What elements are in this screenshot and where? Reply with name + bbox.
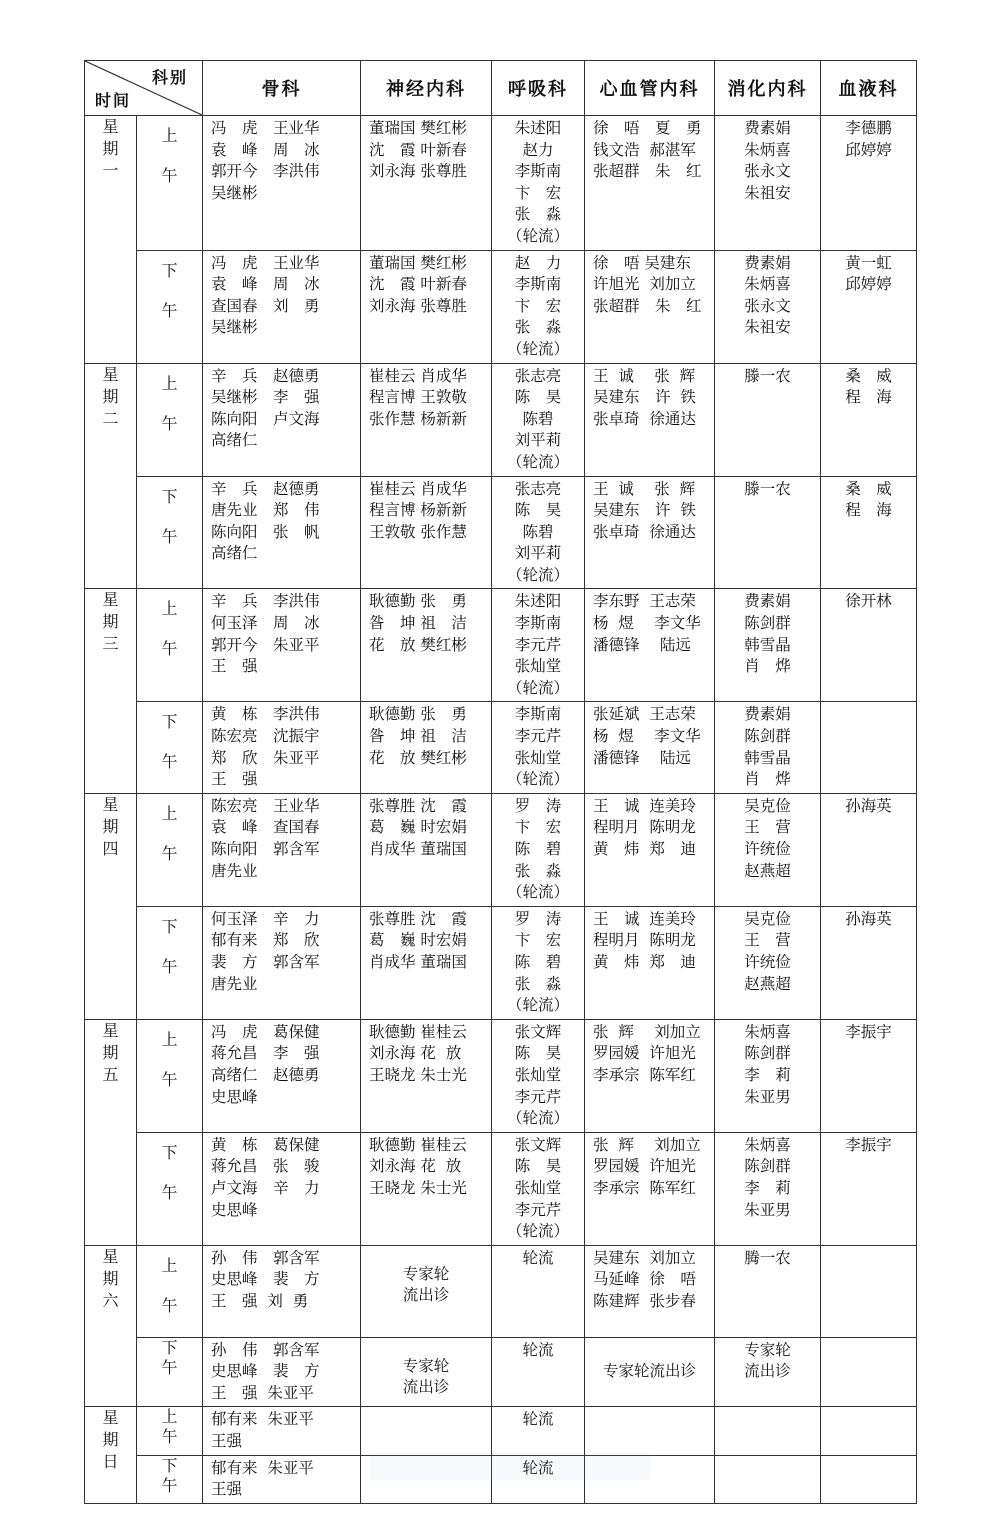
doctor-names: 郁有来 朱亚平 王强 (211, 1410, 314, 1451)
day-label: 星期六 (102, 1246, 119, 1310)
doctor-names (715, 1407, 820, 1411)
doctor-names: 崔桂云 肖成华 程言博 杨新新 王敦敬 张作慧 (369, 479, 467, 541)
doctor-cell-gastro (715, 906, 821, 1019)
doctor-cell-respiratory (492, 116, 585, 251)
doctor-cell-neurology (361, 1245, 492, 1337)
doctor-cell-hematology (821, 906, 917, 1019)
day-label: 星期日 (102, 1408, 119, 1472)
doctor-cell-orthopedics (203, 116, 361, 251)
doctor-names: 耿德勤 崔桂云 刘永海 花 放 王晓龙 朱士光 (369, 1135, 467, 1197)
doctor-names: 张文辉 陈 昊 张灿堂 李元芹 （轮流） (506, 1135, 569, 1241)
doctor-names: 朱述阳 李斯南 李元芹 张灿堂 （轮流） (506, 592, 569, 697)
schedule-table (84, 60, 917, 1504)
schedule-row (85, 116, 917, 251)
session-label-cell (137, 363, 203, 476)
doctor-cell-hematology (821, 702, 917, 793)
session-label-cell (137, 702, 203, 793)
doctor-cell-cardiology (585, 250, 715, 363)
doctor-cell-gastro (715, 476, 821, 589)
schedule-row (85, 476, 917, 589)
doctor-cell-orthopedics (203, 1407, 361, 1455)
doctor-cell-orthopedics (203, 589, 361, 702)
session-label: 上午 (161, 373, 178, 433)
doctor-names: 罗 涛 卞 宏 陈 碧 张 淼 （轮流） (506, 909, 569, 1015)
session-label: 上午 (161, 803, 178, 863)
session-label: 下午 (161, 712, 178, 772)
day-label-cell (85, 1019, 137, 1245)
doctor-names: 李振宇 (845, 1135, 892, 1154)
day-label-cell (85, 363, 137, 589)
doctor-cell-gastro (715, 250, 821, 363)
doctor-cell-hematology (821, 250, 917, 363)
doctor-names: 陈宏亮 王业华 袁 峰 查国春 陈向阳 郭含军 唐先业 (211, 796, 320, 880)
doctor-cell-gastro (715, 1455, 821, 1503)
doctor-names: 王 诚 连美玲 程明月 陈明龙 黄 炜 郑 迪 (593, 796, 696, 858)
doctor-names: 专家轮 流出诊 (402, 1356, 450, 1397)
doctor-cell-cardiology (585, 1245, 715, 1337)
doctor-names (821, 1456, 916, 1460)
doctor-names: 冯 虎 王业华 袁 峰 周 冰 郭开今 李洪伟 吴继彬 (211, 119, 320, 202)
doctor-cell-orthopedics (203, 476, 361, 589)
doctor-cell-neurology (361, 702, 492, 793)
doctor-cell-neurology (361, 476, 492, 589)
dept-header-respiratory: 呼吸科 (492, 61, 585, 116)
doctor-names: 孙海英 (845, 796, 892, 815)
doctor-names: 李振宇 (845, 1022, 892, 1041)
doctor-names: 滕一农 (744, 479, 791, 498)
doctor-names: 费素娟 陈剑群 韩雪晶 肖 烨 (744, 592, 791, 676)
session-label: 上午 (161, 1029, 178, 1089)
doctor-cell-cardiology (585, 476, 715, 589)
doctor-cell-neurology (361, 116, 492, 251)
session-label-cell (137, 906, 203, 1019)
session-label: 下午 (161, 486, 178, 546)
day-label-cell (85, 1407, 137, 1503)
session-label-cell (137, 793, 203, 906)
doctor-cell-gastro (715, 1407, 821, 1455)
session-label: 上午 (161, 1407, 178, 1447)
doctor-names: 董瑞国 樊红彬 沈 霞 叶新春 刘永海 张尊胜 (369, 253, 467, 315)
schedule-row (85, 1132, 917, 1245)
doctor-cell-respiratory (492, 793, 585, 906)
dept-header-neurology: 神经内科 (361, 61, 492, 116)
doctor-cell-gastro (715, 793, 821, 906)
doctor-cell-cardiology (585, 589, 715, 702)
schedule-row (85, 363, 917, 476)
schedule-row (85, 1019, 917, 1132)
doctor-names: 耿德勤 崔桂云 刘永海 花 放 王晓龙 朱士光 (369, 1022, 467, 1084)
day-label-cell (85, 793, 137, 1019)
doctor-cell-cardiology (585, 793, 715, 906)
session-label-cell (137, 1337, 203, 1407)
dept-header-gastro: 消化内科 (715, 61, 821, 116)
doctor-cell-cardiology (585, 1132, 715, 1245)
day-label: 星期四 (102, 794, 119, 858)
doctor-names: 张尊胜 沈 霞 葛 巍 时宏娟 肖成华 董瑞国 (369, 796, 467, 858)
doctor-cell-respiratory (492, 363, 585, 476)
header-row (85, 61, 917, 116)
doctor-names: 李东野 王志荣 杨 煜 李文华 潘德锋 陆远 (593, 592, 701, 654)
doctor-names: 辛 兵 赵德勇 唐先业 郑 伟 陈向阳 张 帆 高绪仁 (211, 479, 320, 563)
day-label: 星期一 (102, 117, 119, 180)
session-label-cell (137, 589, 203, 702)
session-label-cell (137, 1455, 203, 1503)
doctor-cell-respiratory (492, 250, 585, 363)
doctor-cell-orthopedics (203, 793, 361, 906)
corner-time-label: 时间 (95, 91, 132, 110)
doctor-names: 辛 兵 赵德勇 吴继彬 李 强 陈向阳 卢文海 高绪仁 (211, 366, 320, 450)
session-label: 上午 (161, 1255, 178, 1315)
doctor-cell-neurology (361, 906, 492, 1019)
doctor-names: 黄一虹 邱婷婷 (845, 253, 892, 294)
schedule-row (85, 702, 917, 793)
doctor-cell-neurology (361, 1132, 492, 1245)
doctor-cell-orthopedics (203, 1455, 361, 1503)
doctor-names: 王 诚 张 辉 吴建东 许 铁 张卓琦 徐通达 (593, 366, 696, 428)
doctor-cell-hematology (821, 1132, 917, 1245)
doctor-cell-neurology (361, 589, 492, 702)
doctor-names: 朱炳喜 陈剑群 李 莉 朱亚男 (744, 1022, 791, 1106)
doctor-names (361, 1407, 491, 1411)
doctor-cell-orthopedics (203, 906, 361, 1019)
doctor-names: 张 辉 刘加立 罗园媛 许旭光 李承宗 陈军红 (593, 1135, 701, 1197)
doctor-names: 张志亮 陈 昊 陈碧 刘平莉 （轮流） (506, 366, 569, 471)
doctor-names: 专家轮 流出诊 (402, 1264, 450, 1305)
doctor-names: 桑 威 程 海 (845, 366, 892, 407)
doctor-cell-cardiology (585, 702, 715, 793)
doctor-names: 李德鹏 邱婷婷 (845, 119, 892, 159)
doctor-cell-respiratory (492, 1132, 585, 1245)
doctor-cell-hematology (821, 363, 917, 476)
doctor-cell-cardiology (585, 1337, 715, 1407)
doctor-names: 吴建东 刘加立 马延峰 徐 唔 陈建辉 张步春 (593, 1248, 696, 1310)
schedule-row (85, 1245, 917, 1337)
doctor-cell-neurology (361, 1337, 492, 1407)
doctor-cell-hematology (821, 1455, 917, 1503)
doctor-names: 崔桂云 肖成华 程言博 王敦敬 张作慧 杨新新 (369, 366, 467, 428)
doctor-cell-hematology (821, 793, 917, 906)
doctor-names: 滕一农 (744, 366, 791, 385)
doctor-names: 费素娟 陈剑群 韩雪晶 肖 烨 (744, 705, 791, 789)
doctor-cell-orthopedics (203, 1132, 361, 1245)
session-label: 下午 (161, 260, 178, 320)
doctor-names: 桑 威 程 海 (845, 479, 892, 520)
doctor-names: 罗 涛 卞 宏 陈 碧 张 淼 （轮流） (506, 796, 569, 902)
doctor-names (715, 1456, 820, 1460)
doctor-names (821, 702, 916, 706)
doctor-names: 徐开林 (845, 592, 892, 611)
doctor-cell-gastro (715, 363, 821, 476)
doctor-names: 耿德勤 张 勇 昝 坤 祖 洁 花 放 樊红彬 (369, 592, 467, 654)
doctor-names: 孙 伟 郭含军 史思峰 裴 方 王 强 刘 勇 (211, 1248, 320, 1310)
doctor-names: 张延斌 王志荣 杨 煜 李文华 潘德锋 陆远 (593, 705, 701, 767)
schedule-row (85, 1407, 917, 1455)
doctor-cell-respiratory (492, 1337, 585, 1407)
doctor-cell-neurology (361, 1019, 492, 1132)
doctor-cell-cardiology (585, 363, 715, 476)
doctor-names: 张 辉 刘加立 罗园媛 许旭光 李承宗 陈军红 (593, 1022, 701, 1084)
corner-header (85, 61, 203, 116)
schedule-row (85, 589, 917, 702)
doctor-names: 朱述阳 赵力 李斯南 卞 宏 张 淼 （轮流） (506, 119, 569, 245)
doctor-names: 腾一农 (744, 1248, 791, 1267)
doctor-names: 朱炳喜 陈剑群 李 莉 朱亚男 (744, 1135, 791, 1219)
doctor-cell-orthopedics (203, 1337, 361, 1407)
watermark (370, 1452, 650, 1480)
session-label-cell (137, 250, 203, 363)
doctor-names: 轮流 (522, 1410, 554, 1429)
doctor-names: 徐 唔 吴建东 许旭光 刘加立 张超群 朱 红 (593, 253, 702, 315)
doctor-names: 孙 伟 郭含军 史思峰 裴 方 王 强 朱亚平 (211, 1340, 320, 1402)
doctor-names: 专家轮流出诊 (602, 1362, 696, 1381)
doctor-names: 张文辉 陈 昊 张灿堂 李元芹 （轮流） (506, 1022, 569, 1128)
session-label-cell (137, 1132, 203, 1245)
doctor-names: 费素娟 朱炳喜 张永文 朱祖安 (744, 119, 791, 202)
day-label-cell (85, 1245, 137, 1407)
doctor-names: 董瑞国 樊红彬 沈 霞 叶新春 刘永海 张尊胜 (369, 119, 467, 181)
dept-header-cardiology: 心血管内科 (585, 61, 715, 116)
doctor-names: 轮流 (522, 1248, 554, 1267)
doctor-cell-respiratory (492, 702, 585, 793)
doctor-names: 郁有来 朱亚平 王强 (211, 1458, 314, 1499)
doctor-names: 吴克俭 王 营 许统俭 赵燕超 (744, 796, 791, 880)
doctor-names: 费素娟 朱炳喜 张永文 朱祖安 (744, 253, 791, 337)
doctor-cell-hematology (821, 589, 917, 702)
doctor-names: 张志亮 陈 昊 陈碧 刘平莉 （轮流） (506, 479, 569, 584)
doctor-cell-respiratory (492, 589, 585, 702)
doctor-cell-gastro (715, 1245, 821, 1337)
dept-header-hematology: 血液科 (821, 61, 917, 116)
doctor-names (821, 1246, 916, 1250)
session-label-cell (137, 116, 203, 251)
day-label-cell (85, 589, 137, 793)
session-label-cell (137, 1407, 203, 1455)
session-label: 上午 (161, 599, 178, 659)
doctor-cell-neurology (361, 250, 492, 363)
doctor-cell-orthopedics (203, 1019, 361, 1132)
doctor-names: 耿德勤 张 勇 昝 坤 祖 洁 花 放 樊红彬 (369, 705, 467, 767)
session-label-cell (137, 1245, 203, 1337)
doctor-cell-gastro (715, 116, 821, 251)
doctor-cell-cardiology (585, 1019, 715, 1132)
doctor-names: 李斯南 李元芹 张灿堂 （轮流） (506, 705, 569, 789)
doctor-cell-hematology (821, 1337, 917, 1407)
session-label: 下午 (161, 916, 178, 976)
schedule-row (85, 793, 917, 906)
doctor-names: 辛 兵 李洪伟 何玉泽 周 冰 郭开今 朱亚平 王 强 (211, 592, 320, 676)
schedule-row (85, 250, 917, 363)
doctor-names: 何玉泽 辛 力 郁有来 郑 欣 裴 方 郭含军 唐先业 (211, 909, 320, 993)
doctor-cell-cardiology (585, 116, 715, 251)
day-label-cell (85, 116, 137, 364)
day-label: 星期五 (102, 1020, 119, 1084)
doctor-cell-neurology (361, 1407, 492, 1455)
doctor-cell-gastro (715, 1132, 821, 1245)
doctor-cell-orthopedics (203, 363, 361, 476)
doctor-names: 王 诚 张 辉 吴建东 许 铁 张卓琦 徐通达 (593, 479, 696, 541)
doctor-cell-orthopedics (203, 250, 361, 363)
doctor-names: 徐 唔 夏 勇 钱文浩 郝湛军 张超群 朱 红 (593, 119, 702, 181)
dept-header-orthopedics: 骨科 (203, 61, 361, 116)
doctor-names: 黄 栋 李洪伟 陈宏亮 沈振宇 郑 欣 朱亚平 王 强 (211, 705, 320, 789)
day-label: 星期二 (102, 364, 119, 428)
doctor-names: 赵 力 李斯南 卞 宏 张 淼 （轮流） (506, 253, 569, 358)
doctor-cell-hematology (821, 476, 917, 589)
doctor-names: 冯 虎 王业华 袁 峰 周 冰 查国春 刘 勇 吴继彬 (211, 253, 320, 337)
session-label: 下午 (161, 1142, 178, 1202)
session-label: 上午 (161, 126, 178, 185)
doctor-names (585, 1407, 714, 1411)
doctor-cell-gastro (715, 589, 821, 702)
day-label: 星期三 (102, 590, 119, 654)
doctor-cell-neurology (361, 363, 492, 476)
doctor-cell-cardiology (585, 906, 715, 1019)
doctor-names (821, 1338, 916, 1342)
doctor-names: 轮流 (522, 1340, 554, 1359)
session-label-cell (137, 476, 203, 589)
doctor-names: 孙海英 (845, 909, 892, 928)
doctor-names: 专家轮 流出诊 (744, 1340, 791, 1381)
corner-dept-label: 科别 (151, 68, 188, 87)
schedule-row (85, 1337, 917, 1407)
session-label-cell (137, 1019, 203, 1132)
doctor-cell-gastro (715, 1019, 821, 1132)
doctor-cell-respiratory (492, 1407, 585, 1455)
doctor-cell-gastro (715, 702, 821, 793)
doctor-names: 张尊胜 沈 霞 葛 巍 时宏娟 肖成华 董瑞国 (369, 909, 467, 971)
doctor-cell-hematology (821, 1407, 917, 1455)
doctor-names: 黄 栋 葛保健 蒋允昌 张 骏 卢文海 辛 力 史思峰 (211, 1135, 320, 1219)
session-label: 下午 (161, 1337, 178, 1377)
doctor-cell-respiratory (492, 906, 585, 1019)
schedule-row (85, 906, 917, 1019)
session-label: 下午 (161, 1455, 178, 1495)
doctor-cell-hematology (821, 1019, 917, 1132)
doctor-cell-respiratory (492, 476, 585, 589)
doctor-cell-respiratory (492, 1245, 585, 1337)
doctor-cell-respiratory (492, 1019, 585, 1132)
doctor-cell-orthopedics (203, 1245, 361, 1337)
doctor-cell-hematology (821, 1245, 917, 1337)
doctor-cell-neurology (361, 793, 492, 906)
doctor-cell-gastro (715, 1337, 821, 1407)
doctor-names: 吴克俭 王 营 许统俭 赵燕超 (744, 909, 791, 993)
doctor-names: 王 诚 连美玲 程明月 陈明龙 黄 炜 郑 迪 (593, 909, 696, 971)
doctor-names: 轮流 (522, 1458, 554, 1477)
doctor-names (821, 1407, 916, 1411)
doctor-names: 冯 虎 葛保健 蒋允昌 李 强 高绪仁 赵德勇 史思峰 (211, 1022, 320, 1106)
doctor-cell-orthopedics (203, 702, 361, 793)
doctor-cell-cardiology (585, 1407, 715, 1455)
doctor-cell-hematology (821, 116, 917, 251)
